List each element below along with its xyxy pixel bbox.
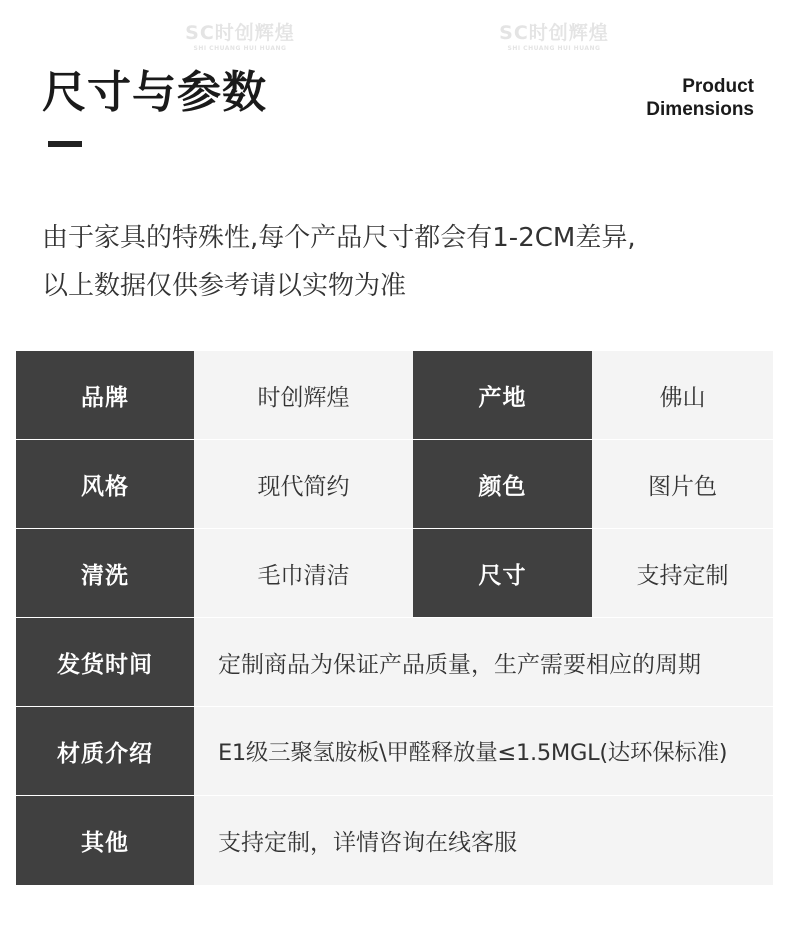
spec-value: 支持定制，详情咨询在线客服 bbox=[194, 796, 773, 885]
page-title: 尺寸与参数 bbox=[42, 67, 267, 118]
spec-value: 定制商品为保证产品质量，生产需要相应的周期 bbox=[194, 618, 773, 706]
english-subtitle-line-2: Dimensions bbox=[646, 99, 754, 120]
spec-label: 发货时间 bbox=[16, 618, 194, 706]
spec-row-wide bbox=[16, 707, 773, 796]
spec-label: 品牌 bbox=[16, 351, 194, 439]
spec-value: 毛巾清洁 bbox=[194, 529, 413, 617]
spec-label: 颜色 bbox=[413, 440, 592, 528]
spec-value: 图片色 bbox=[592, 440, 773, 528]
spec-label: 其他 bbox=[16, 796, 194, 885]
spec-value: 佛山 bbox=[592, 351, 773, 439]
size-notice-line-1: 由于家具的特殊性,每个产品尺寸都会有1-2CM差异, bbox=[42, 223, 636, 253]
watermark-mark: SC时创辉煌 bbox=[185, 22, 295, 44]
spec-value: 支持定制 bbox=[592, 529, 773, 617]
spec-row-wide bbox=[16, 618, 773, 707]
spec-table bbox=[16, 351, 773, 885]
spec-label: 清洗 bbox=[16, 529, 194, 617]
spec-row-wide bbox=[16, 796, 773, 885]
size-notice-line-2: 以上数据仅供参考请以实物为准 bbox=[42, 271, 407, 301]
size-notice bbox=[42, 214, 762, 310]
spec-row bbox=[16, 351, 773, 440]
spec-value: 现代简约 bbox=[194, 440, 413, 528]
watermark-logo bbox=[160, 24, 320, 52]
spec-row bbox=[16, 440, 773, 529]
english-subtitle-line-1: Product bbox=[682, 76, 754, 97]
spec-label: 产地 bbox=[413, 351, 592, 439]
watermark-sub: SHI CHUANG HUI HUANG bbox=[193, 45, 287, 52]
watermark-mark: SC时创辉煌 bbox=[499, 22, 609, 44]
title-underline bbox=[48, 141, 82, 147]
spec-value: E1级三聚氢胺板\甲醛释放量≤1.5MGL(达环保标准) bbox=[194, 707, 773, 795]
spec-label: 材质介绍 bbox=[16, 707, 194, 795]
watermark-sub: SHI CHUANG HUI HUANG bbox=[507, 45, 601, 52]
spec-row bbox=[16, 529, 773, 618]
english-subtitle bbox=[646, 75, 754, 121]
spec-label: 尺寸 bbox=[413, 529, 592, 617]
spec-label: 风格 bbox=[16, 440, 194, 528]
spec-value: 时创辉煌 bbox=[194, 351, 413, 439]
watermark-logo bbox=[474, 24, 634, 52]
